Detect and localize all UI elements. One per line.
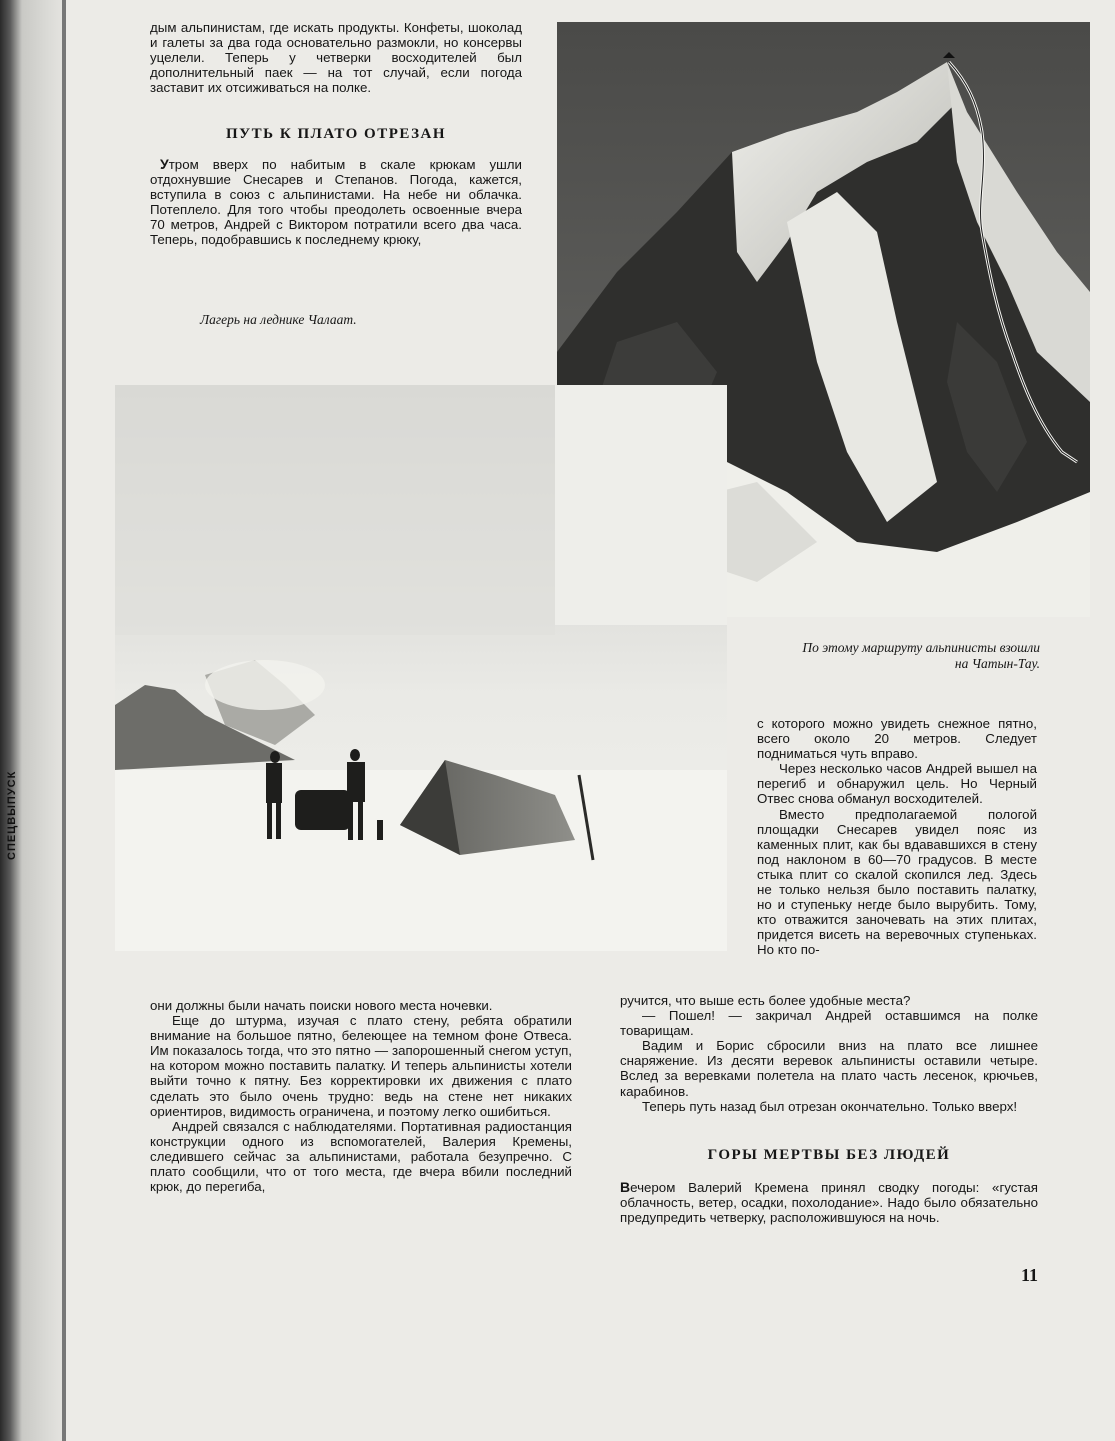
paragraph: Вместо предполагаемой пологой площадки Снесарев увидел пояс из каменных плит, как бы вдававшихся в стену под наклоном в 60—70 градусов. В месте стыка плит со скалой скопился лед. Здесь не только нельзя было поставить палатку, но и ступеньку негде было вырубить. Тому, кто отважится заночевать на этих плитах, придется висеть на веревочных ступеньках. Но кто по- bbox=[757, 806, 1037, 958]
paragraph: ручится, что выше есть более удобные места? bbox=[620, 993, 911, 1008]
page-number: 11 bbox=[1021, 1265, 1039, 1285]
paragraph: Вадим и Борис сбросили вниз на плато все лишнее снаряжение. Из десяти веревок альпинисты оставили четыре. Вслед за веревками полетела на плато часть лесенок, крючьев, карабинов. bbox=[620, 1038, 1038, 1099]
paragraph: Через несколько часов Андрей вышел на перегиб и обнаружил цель. Но Черный Отвес снова обманул восходителей. bbox=[757, 761, 1037, 807]
paragraph: они должны были начать поиски нового места ночевки. bbox=[150, 998, 493, 1013]
dropcap: В bbox=[620, 1179, 631, 1195]
paragraph: дым альпинистам, где искать продукты. Конфеты, шоколад и галеты за два года основательно размокли, но консервы уцелели. Теперь у четверки восходителей был дополнительный паек — на тот случай, если погода заставит их отсиживаться на полке. bbox=[150, 20, 522, 96]
article-col1-top bbox=[150, 20, 522, 95]
dropcap: У bbox=[160, 156, 169, 172]
paragraph-text: тром вверх по набитым в скале крюкам ушли отдохнувшие Снесарев и Степанов. Погода, кажется, вступила в союз с альпинистами. На небе ни облачка. Потеплело. Для того чтобы преодолеть освоенные вчера 70 метров, Андрей с Виктором потратили всего два часа. Теперь, подобравшись к последнему крюку, bbox=[150, 157, 522, 248]
article-col2-mid bbox=[757, 716, 1037, 958]
paragraph: с которого можно увидеть снежное пятно, всего около 20 метров. Следует подниматься чуть вправо. bbox=[757, 716, 1037, 762]
article-col2-bottom bbox=[620, 993, 1038, 1114]
paragraph: Еще до штурма, изучая с плато стену, ребята обратили внимание на большое пятно, белеющее на темном фоне Отвеса. Им показалось тогда, что это пятно — запорошенный снегом уступ, на котором можно поставить палатку. И теперь альпинисты хотели выйти точно к пятну. Без корректировки их движения с плато сделать это было очень трудно: ведь на стене нет никаких ориентиров, видимость ограничена, и поэтому легко ошибиться. bbox=[150, 1013, 572, 1119]
article-col2-end bbox=[620, 1180, 1038, 1225]
section-heading-mountains: ГОРЫ МЕРТВЫ БЕЗ ЛЮДЕЙ bbox=[707, 1147, 951, 1163]
paragraph: Теперь путь назад был отрезан окончательно. Только вверх! bbox=[642, 1098, 1018, 1114]
camp-illustration bbox=[115, 385, 727, 951]
section-heading-plateau: ПУТЬ К ПЛАТО ОТРЕЗАН bbox=[226, 126, 446, 142]
paragraph-text: ечером Валерий Кремена принял сводку погоды: «густая облачность, ветер, осадки, похолодание». Надо было обязательно предупредить четверку, расположившуюся на ночь. bbox=[620, 1180, 1038, 1226]
paragraph bbox=[150, 157, 522, 248]
caption-camp-photo: Лагерь на леднике Чалаат. bbox=[200, 312, 357, 327]
article-col1-mid bbox=[150, 157, 522, 248]
paragraph: — Пошел! — закричал Андрей оставшимся на полке товарищам. bbox=[620, 1008, 1038, 1039]
spine-label: СПЕЦВЫПУСК bbox=[6, 770, 18, 860]
magazine-spine bbox=[0, 0, 66, 1441]
glacier-camp-photo bbox=[115, 385, 727, 951]
paragraph: Андрей связался с наблюдателями. Портативная радиостанция конструкции одного из вспомогателей, Валерия Кремены, следившего сейчас за альпинистами, работала безупречно. С плато сообщили, что от того места, где вчера вбили последний крюк, до перегиба, bbox=[150, 1118, 572, 1195]
paragraph bbox=[620, 1180, 1038, 1225]
article-col1-bottom bbox=[150, 998, 572, 1194]
caption-route-photo: По этому маршруту альпинисты взошли на Чатын-Тау. bbox=[802, 640, 1040, 671]
